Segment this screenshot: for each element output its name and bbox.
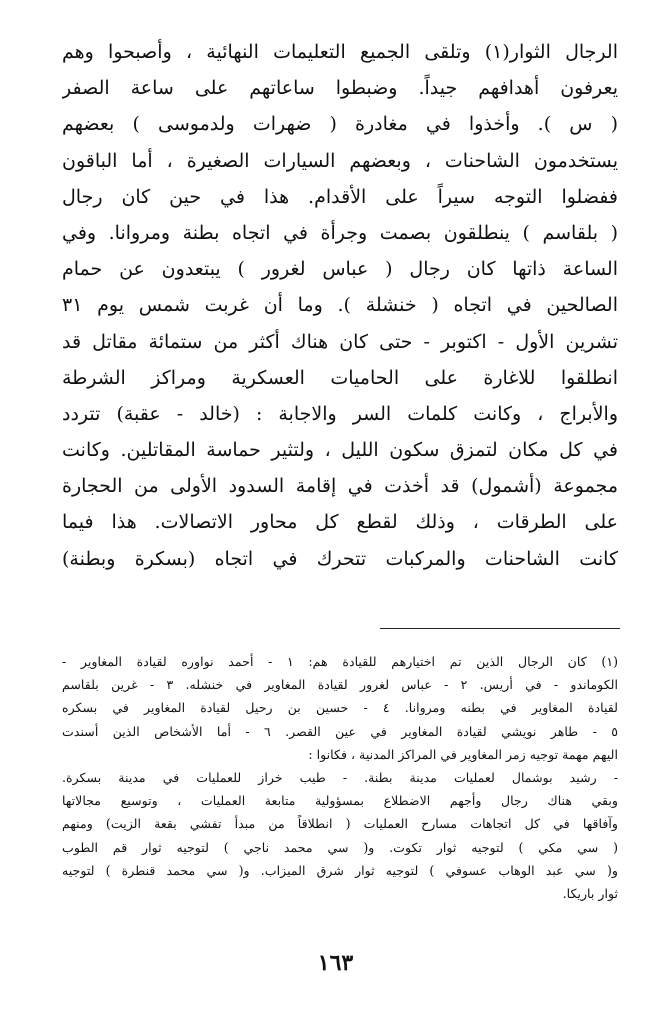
footnote-line: ثوار باريكا. bbox=[562, 885, 618, 901]
footnote-line: وبقي هناك رجال وأجهم الاضطلاع بمسؤولية متابعة العمليات ، وتوسيع مجالاتها bbox=[62, 793, 618, 809]
body-line: ( بلقاسم ) ينطلقون بصمت وجرأة في اتجاه بطنة ومروانا. وفي bbox=[62, 221, 618, 244]
footnote-line: الكوماندو - في أريس. ٢ - عباس لغرور لقيادة المغاوير في خنشله. ٣ - غرين بلقاسم bbox=[62, 677, 618, 693]
page-number: ١٦٣ bbox=[317, 950, 354, 976]
body-line: تشرين الأول - اكتوبر - حتى كان هناك أكثر من ستمائة مقاتل قد bbox=[62, 330, 618, 353]
body-line: يعرفون أهدافهم جيداً. وضبطوا ساعاتهم على ساعة الصفر bbox=[62, 77, 618, 100]
body-paragraph bbox=[62, 34, 618, 577]
footnote-line: (١) كان الرجال الذين تم اختيارهم للقيادة هم: ١ - أحمد نواوره لقيادة المغاوير - bbox=[62, 654, 618, 669]
body-line: مجموعة (أشمول) قد أخذت في إقامة السدود الأولى من الحجارة bbox=[62, 475, 618, 498]
footnote-line: لقيادة المغاوير في بطنه ومروانا. ٤ - حسين بن رحيل لقيادة المغاوير في بسكره bbox=[62, 700, 618, 716]
body-line: الصالحين في اتجاه ( خنشلة ). وما أن غربت شمس يوم ٣١ bbox=[62, 294, 618, 317]
body-line: على الطرقات ، وذلك لقطع كل محاور الاتصالات. هذا فيما bbox=[62, 511, 618, 534]
footnote-line: اليهم مهمة توجيه زمر المغاوير في المراكز المدنية ، فكانوا : bbox=[308, 746, 618, 762]
body-line: ففضلوا التوجه سيراً على الأقدام. هذا في حين كان رجال bbox=[62, 185, 618, 208]
footnote-line: - رشيد بوشمال لعمليات مدينة بطنة. - طيب خراز للعمليات في مدينة بسكرة. bbox=[62, 769, 618, 785]
body-line: الرجال الثوار(١) وتلقى الجميع التعليمات النهائية ، وأصبحوا وهم bbox=[62, 41, 618, 63]
body-line: ( س ). وأخذوا في مغادرة ( ضهرات ولدموسى ) بعضهم bbox=[62, 113, 618, 136]
footnote-line: و( سي عبد الوهاب عسوفي ) لتوجيه ثوار شرق الميزاب. و( سي محمد قنطرة ) لتوجيه bbox=[62, 862, 618, 878]
footnote-divider bbox=[380, 628, 620, 629]
footnote-line: ( سي مكي ) لتوجيه ثوار تكوت. و( سي محمد ناجي ) لتوجيه ثوار قم الطوب bbox=[62, 839, 618, 855]
body-line: والأبراج ، وكانت كلمات السر والاجابة : (خالد - عقبة) تتردد bbox=[62, 402, 618, 425]
body-line: في كل مكان لتمزق سكون الليل ، ولتثير حماسة المقاتلين. وكانت bbox=[62, 439, 618, 462]
footnote-line: ٥ - طاهر نويشي لقيادة المغاوير في عين القصر. ٦ - أما الأشخاص الذين أسندت bbox=[62, 723, 618, 739]
body-line: الساعة ذاتها كان رجال ( عباس لغرور ) يبتعدون عن حمام bbox=[62, 258, 618, 281]
body-line: كانت الشاحنات والمركبات تتحرك في اتجاه (بسكرة وبطنة) bbox=[62, 547, 618, 570]
body-line: انطلقوا للاغارة على الحاميات العسكرية ومراكز الشرطة bbox=[62, 366, 618, 389]
body-line: يستخدمون الشاحنات ، وبعضهم السيارات الصغيرة ، أما الباقون bbox=[62, 149, 618, 172]
footnotes bbox=[62, 650, 618, 905]
footnote-line: وآفاقها في كل اتجاهات مسارح العمليات ( انطلاقاً من مبدأ تفشي بقعة الزيت) ومنهم bbox=[62, 816, 618, 832]
